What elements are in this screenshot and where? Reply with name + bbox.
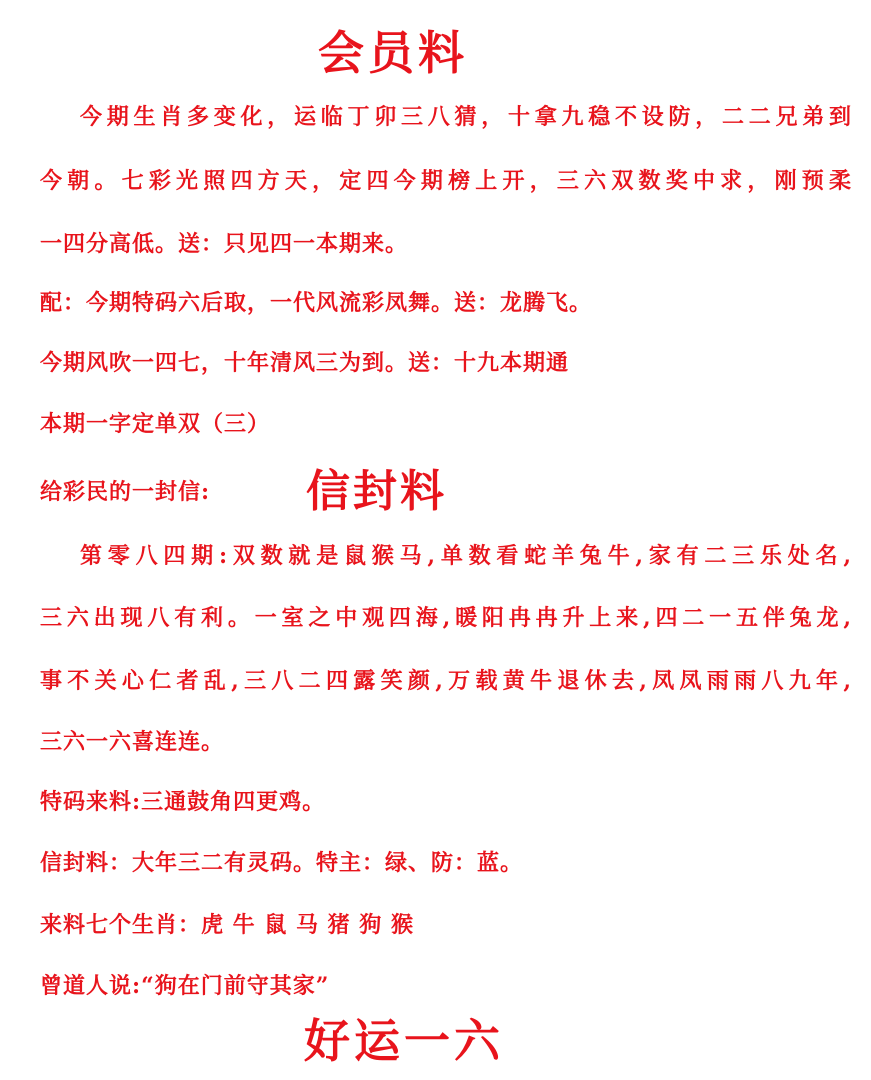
letter-label: 给彩民的一封信:	[40, 479, 211, 505]
letter-line-4: 三六一六喜连连。	[40, 729, 225, 755]
member-line-5: 今期风吹一四七，十年清风三为到。送：十九本期通	[40, 350, 570, 376]
member-line-2: 今朝。七彩光照四方天，定四今期榜上开，三六双数奖中求，刚预柔	[40, 168, 852, 194]
title-luck: 好运一六	[304, 1014, 504, 1068]
title-member: 会员料	[318, 26, 468, 80]
member-line-6: 本期一字定单双（三）	[40, 411, 271, 437]
letter-line-1: 第零八四期:双数就是鼠猴马,单数看蛇羊兔牛,家有二三乐处名,	[80, 543, 852, 569]
member-line-3: 一四分高低。送：只见四一本期来。	[40, 231, 409, 257]
title-letter: 信封料	[306, 466, 447, 517]
member-line-4: 配：今期特码六后取，一代风流彩凤舞。送：龙腾飞。	[40, 290, 593, 316]
letter-line-6: 信封料：大年三二有灵码。特主：绿、防：蓝。	[40, 850, 524, 876]
letter-line-8: 曾道人说:“狗在门前守其家”	[40, 973, 330, 999]
letter-line-5: 特码来料:三通鼓角四更鸡。	[40, 789, 326, 815]
letter-line-7: 来料七个生肖：虎 牛 鼠 马 猪 狗 猴	[40, 912, 414, 938]
member-line-1: 今期生肖多变化，运临丁卯三八猜，十拿九稳不设防，二二兄弟到	[80, 104, 852, 130]
letter-line-3: 事不关心仁者乱,三八二四露笑颜,万载黄牛退休去,凤凤雨雨八九年,	[40, 668, 852, 694]
letter-line-2: 三六出现八有利。一室之中观四海,暖阳冉冉升上来,四二一五伴兔龙,	[40, 605, 852, 631]
